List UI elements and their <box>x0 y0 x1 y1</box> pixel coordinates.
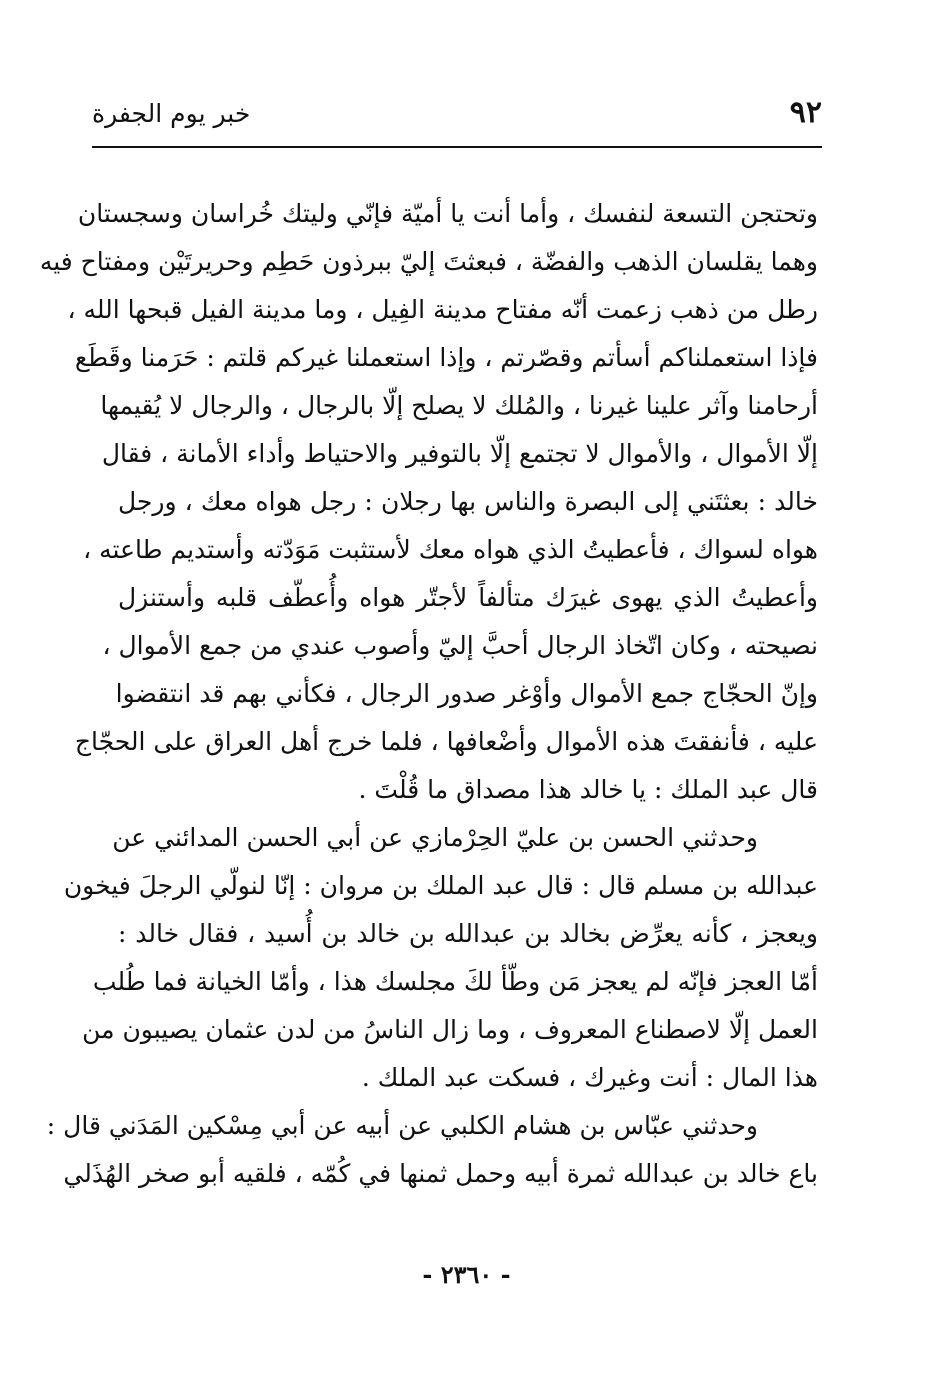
text-line: أرحامنا وآثر علينا غيرنا ، والمُلك لا يصلح إلّا بالرجال ، والرجال لا يُقيمها <box>100 391 818 420</box>
text-line: خالد : بعثتَني إلى البصرة والناس بها رجلان : رجل هواه معك ، ورجل <box>118 487 818 516</box>
page-number: ٩٢ <box>789 95 822 130</box>
text-line: وتحتجن التسعة لنفسك ، وأما أنت يا أميّة فإنّي وليتك خُراسان وسجستان <box>77 199 818 228</box>
text-line: وحدثني عبّاس بن هشام الكلبي عن أبيه عن أبي مِسْكين المَدَني قال : <box>46 1111 758 1140</box>
text-line: وإنّ الحجّاج جمع الأموال وأوْغر صدور الرجال ، فكأني بهم قد انتقضوا <box>115 679 818 708</box>
text-line: عبدالله بن مسلم قال : قال عبد الملك بن مروان : إنّا لنولّي الرجلَ فيخون <box>63 871 818 900</box>
header-rule <box>92 146 822 148</box>
text-line: أمّا العجز فإنّه لم يعجز مَن وطّأ لكَ مجلسك هذا ، وأمّا الخيانة فما طُلب <box>92 967 818 996</box>
text-line: فإذا استعملناكم أسأتم وقصّرتم ، وإذا استعملنا غيركم قلتم : حَرَمنا وقَطَع <box>74 343 818 372</box>
text-line: وحدثني الحسن بن عليّ الحِرْمازي عن أبي الحسن المدائني عن <box>112 823 758 852</box>
text-line: إلّا الأموال ، والأموال لا تجتمع إلّا بالتوفير والاحتياط وأداء الأمانة ، فقال <box>101 439 818 468</box>
page-header <box>92 95 822 141</box>
text-line: وهما يقلسان الذهب والفضّة ، فبعثتَ إليّ ببرذون حَطِم وحريرتَيْن ومفتاح فيه <box>39 247 818 276</box>
text-line: نصيحته ، وكان اتّخاذ الرجال أحبَّ إليّ وأصوب عندي من جمع الأموال ، <box>102 631 818 660</box>
body-text <box>39 190 818 1198</box>
text-line: قال عبد الملك : يا خالد هذا مصداق ما قُلْتَ . <box>358 775 818 804</box>
paragraph-1 <box>39 190 818 814</box>
text-line: باع خالد بن عبدالله ثمرة أبيه وحمل ثمنها في كُمّه ، فلقيه أبو صخر الهُذَلي <box>63 1159 818 1188</box>
footer-page-number: - ٢٣٦٠ - <box>422 1260 511 1289</box>
text-line: وأعطيتُ الذي يهوى غيرَك متألفاً لأجتّر هواه وأُعطّف قلبه وأستنزل <box>118 583 818 612</box>
text-line: ويعجز ، كأنه يعرِّض بخالد بن عبدالله بن خالد بن أُسيد ، فقال خالد : <box>118 919 818 948</box>
text-line: رطل من ذهب زعمت أنّه مفتاح مدينة الفِيل ، وما مدينة الفيل قبحها الله ، <box>67 295 818 324</box>
text-line: العمل إلّا لاصطناع المعروف ، وما زال الناسُ من لدن عثمان يصيبون من <box>82 1015 818 1044</box>
text-line: هذا المال : أنت وغيرك ، فسكت عبد الملك . <box>361 1063 818 1092</box>
paragraph-3 <box>46 1102 818 1198</box>
text-line: عليه ، فأنفقتَ هذه الأموال وأضْعافها ، فلما خرج أهل العراق على الحجّاج <box>74 727 818 756</box>
text-line: هواه لسواك ، فأعطيتُ الذي هواه معك لأستثبت مَوَدّته وأستديم طاعته ، <box>83 535 818 564</box>
running-title: خبر يوم الجفرة <box>92 99 251 128</box>
paragraph-2 <box>63 814 818 1102</box>
